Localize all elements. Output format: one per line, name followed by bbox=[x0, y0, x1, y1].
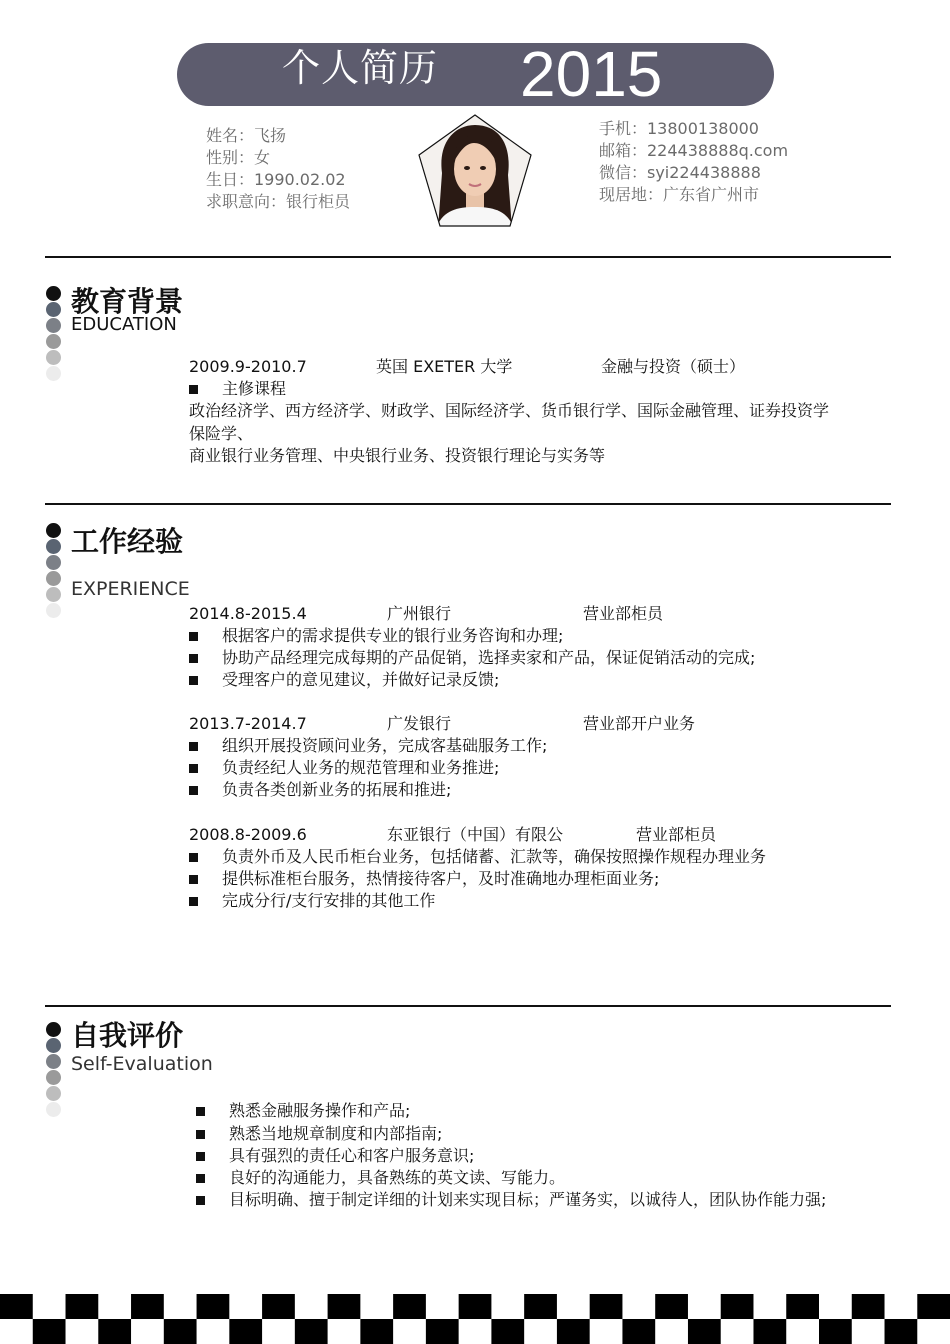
header-banner bbox=[177, 43, 774, 106]
experience-subtitle: EXPERIENCE bbox=[71, 578, 190, 600]
checker-square bbox=[819, 1319, 852, 1344]
avatar-photo bbox=[416, 113, 534, 229]
checker-square bbox=[459, 1294, 492, 1319]
square-bullet-icon bbox=[189, 764, 198, 773]
checker-square bbox=[590, 1294, 623, 1319]
square-bullet-icon bbox=[196, 1152, 205, 1161]
checker-square bbox=[98, 1319, 131, 1344]
list-item bbox=[189, 846, 869, 868]
checker-square bbox=[622, 1319, 655, 1344]
self-evaluation-item: 良好的沟通能力，具备熟练的英文读、写能力。 bbox=[229, 1168, 566, 1187]
avatar bbox=[416, 113, 534, 229]
job-company: 广发银行 bbox=[387, 714, 452, 733]
resume-year: 2015 bbox=[520, 43, 663, 106]
education-period: 2009.9-2010.7 bbox=[189, 357, 307, 376]
profile-birth: 生日：1990.02.02 bbox=[206, 170, 346, 189]
section-marker-icon bbox=[46, 523, 62, 619]
job-entry bbox=[189, 603, 869, 625]
checker-square bbox=[262, 1294, 295, 1319]
list-item bbox=[196, 1167, 886, 1189]
list-item bbox=[189, 378, 789, 400]
checker-square bbox=[197, 1294, 230, 1319]
profile-email: 邮箱：224438888q.com bbox=[599, 141, 789, 160]
checker-square bbox=[426, 1319, 459, 1344]
job-company: 广州银行 bbox=[387, 604, 452, 623]
profile-name: 姓名：飞扬 bbox=[206, 126, 287, 145]
job-role: 营业部柜员 bbox=[583, 604, 664, 623]
square-bullet-icon bbox=[189, 676, 198, 685]
profile-left bbox=[206, 125, 350, 213]
square-bullet-icon bbox=[189, 897, 198, 906]
checker-square bbox=[131, 1294, 164, 1319]
square-bullet-icon bbox=[189, 632, 198, 641]
square-bullet-icon bbox=[196, 1174, 205, 1183]
checker-square bbox=[393, 1294, 426, 1319]
checker-square bbox=[655, 1294, 688, 1319]
list-item bbox=[196, 1189, 886, 1211]
list-item bbox=[189, 890, 869, 912]
job-entry bbox=[189, 824, 869, 846]
list-item bbox=[196, 1100, 886, 1122]
checker-square bbox=[721, 1294, 754, 1319]
resume-title: 个人简历 bbox=[282, 46, 439, 90]
square-bullet-icon bbox=[196, 1196, 205, 1205]
job-duty: 组织开展投资顾问业务，完成客基础服务工作; bbox=[222, 736, 548, 755]
checker-square bbox=[491, 1319, 524, 1344]
self-evaluation-item: 熟悉金融服务操作和产品; bbox=[229, 1101, 411, 1120]
checker-square bbox=[0, 1294, 33, 1319]
job-duty: 完成分行/支行安排的其他工作 bbox=[222, 891, 436, 910]
checker-square bbox=[557, 1319, 590, 1344]
job-role: 营业部开户业务 bbox=[583, 714, 696, 733]
self-evaluation-subtitle: Self-Evaluation bbox=[71, 1053, 213, 1075]
job-duty: 提供标准柜台服务，热情接待客户，及时准确地办理柜面业务; bbox=[222, 869, 660, 888]
list-item bbox=[196, 1123, 886, 1145]
checker-square bbox=[229, 1319, 262, 1344]
job-duty: 受理客户的意见建议，并做好记录反馈; bbox=[222, 670, 500, 689]
checker-square bbox=[688, 1319, 721, 1344]
experience-title: 工作经验 bbox=[71, 525, 184, 558]
job-duty: 负责各类创新业务的拓展和推进; bbox=[222, 780, 452, 799]
profile-phone: 手机：13800138000 bbox=[599, 119, 759, 138]
profile-objective: 求职意向：银行柜员 bbox=[206, 192, 351, 211]
checker-square bbox=[786, 1294, 819, 1319]
self-evaluation-title: 自我评价 bbox=[71, 1019, 184, 1052]
checker-square bbox=[33, 1319, 66, 1344]
list-item bbox=[189, 779, 869, 801]
courses-line-1: 政治经济学、西方经济学、财政学、国际经济学、货币银行学、国际金融管理、证券投资学 bbox=[189, 401, 830, 420]
checker-square bbox=[295, 1319, 328, 1344]
education-subtitle: EDUCATION bbox=[71, 314, 177, 335]
section-divider bbox=[45, 256, 891, 258]
list-item bbox=[189, 625, 869, 647]
job-duty: 负责外币及人民币柜台业务，包括储蓄、汇款等，确保按照操作规程办理业务 bbox=[222, 847, 767, 866]
education-title: 教育背景 bbox=[71, 285, 184, 318]
education-entry bbox=[189, 356, 869, 378]
square-bullet-icon bbox=[196, 1107, 205, 1116]
section-marker-icon bbox=[46, 286, 62, 382]
job-entry bbox=[189, 713, 869, 735]
section-divider bbox=[45, 1005, 891, 1007]
list-item bbox=[196, 1145, 886, 1167]
profile-right bbox=[599, 118, 788, 206]
checker-square bbox=[360, 1319, 393, 1344]
list-item bbox=[189, 868, 869, 890]
square-bullet-icon bbox=[189, 786, 198, 795]
list-item bbox=[189, 735, 869, 757]
checkered-footer-decoration bbox=[0, 1294, 950, 1344]
profile-gender: 性别：女 bbox=[206, 148, 271, 167]
checker-square bbox=[852, 1294, 885, 1319]
courses-line-3: 商业银行业务管理、中央银行业务、投资银行理论与实务等 bbox=[189, 446, 606, 465]
square-bullet-icon bbox=[196, 1130, 205, 1139]
checker-square bbox=[753, 1319, 786, 1344]
self-evaluation-item: 具有强烈的责任心和客户服务意识; bbox=[229, 1146, 475, 1165]
job-period: 2014.8-2015.4 bbox=[189, 604, 307, 623]
job-period: 2008.8-2009.6 bbox=[189, 825, 307, 844]
courses-label: 主修课程 bbox=[222, 379, 287, 398]
checker-square bbox=[917, 1294, 950, 1319]
job-duty: 根据客户的需求提供专业的银行业务咨询和办理; bbox=[222, 626, 564, 645]
section-marker-icon bbox=[46, 1022, 62, 1118]
square-bullet-icon bbox=[189, 853, 198, 862]
job-role: 营业部柜员 bbox=[636, 825, 717, 844]
checker-square bbox=[164, 1319, 197, 1344]
checker-square bbox=[885, 1319, 918, 1344]
checker-square bbox=[328, 1294, 361, 1319]
checker-square bbox=[66, 1294, 99, 1319]
square-bullet-icon bbox=[189, 654, 198, 663]
section-divider bbox=[45, 503, 891, 505]
education-degree: 金融与投资（硕士） bbox=[601, 357, 746, 376]
job-period: 2013.7-2014.7 bbox=[189, 714, 307, 733]
square-bullet-icon bbox=[189, 742, 198, 751]
profile-location: 现居地：广东省广州市 bbox=[599, 185, 760, 204]
job-duty: 负责经纪人业务的规范管理和业务推进; bbox=[222, 758, 500, 777]
square-bullet-icon bbox=[189, 385, 198, 394]
list-item bbox=[189, 757, 869, 779]
list-item bbox=[189, 647, 869, 669]
courses-line-2: 保险学、 bbox=[189, 424, 254, 443]
checker-square bbox=[524, 1294, 557, 1319]
square-bullet-icon bbox=[189, 875, 198, 884]
self-evaluation-item: 目标明确、擅于制定详细的计划来实现目标；严谨务实，以诚待人，团队协作能力强; bbox=[229, 1190, 827, 1209]
job-company: 东亚银行（中国）有限公 bbox=[387, 825, 564, 844]
job-duty: 协助产品经理完成每期的产品促销，选择卖家和产品，保证促销活动的完成; bbox=[222, 648, 756, 667]
education-school: 英国 EXETER 大学 bbox=[376, 357, 513, 376]
profile-wechat: 微信：syi224438888 bbox=[599, 163, 761, 182]
list-item bbox=[189, 669, 869, 691]
self-evaluation-item: 熟悉当地规章制度和内部指南; bbox=[229, 1124, 443, 1143]
